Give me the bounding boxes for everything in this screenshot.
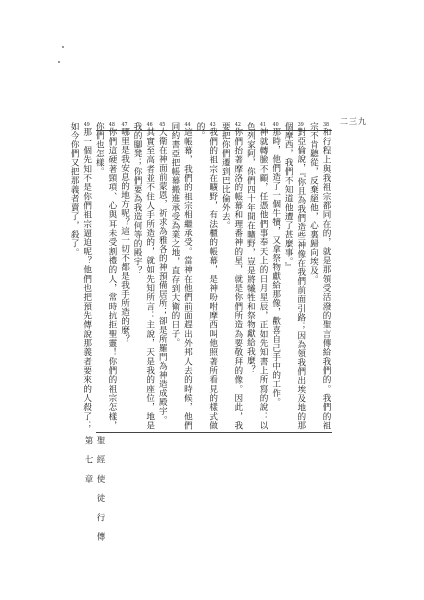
- verse-number: 42: [234, 122, 241, 128]
- running-head: 聖 經 使 徒 行 傳 第 七 章: [83, 436, 105, 545]
- text-column: [168, 122, 193, 430]
- verse-text: 這帳幕，我們的祖宗相繼承受。當神在他們前面趕出外邦人去的時候，他們同約書亞把帳幕搬進承受為業之地，直存到大衛的日子。: [169, 122, 193, 430]
- verse-text: 你們這硬著頸項、心與耳未受割禮的人，常時抗拒聖靈！你們的祖宗怎樣，你們也怎樣。: [94, 122, 117, 430]
- verse-text: 哪里是我安息的地方呢？這一切不都是我手所造的麼？: [119, 127, 130, 344]
- verse-number: 46: [146, 122, 153, 128]
- text-column: [269, 122, 282, 430]
- verse-number: 41: [260, 122, 267, 128]
- verse-number: 49: [83, 122, 90, 128]
- verse-text: 和行程上與我祖宗都同在的，就是那領受活潑的聖言傳給我們的。我們的祖宗不肯聽從，反棄絕他，心裏歸向埃及。: [308, 122, 331, 430]
- verse-text: 神就轉臉不顧，任憑他們事奉天上的日月星辰，正如先知書上所寫的說：以色列家阿，你們四十年間在曠野，豈是將犧牲和祭物獻給我麼？: [245, 122, 269, 430]
- verse-text: 我們的祖宗在曠野，有法櫃的帳幕，是神吩咐摩西叫他照著所看見的樣式做的。: [195, 122, 218, 430]
- verse-number: 43: [209, 122, 216, 128]
- verse-text: 其實至高者並不住人手所造的，就如先知所言：主說，天是我的座位，地是我的腳凳；你們要為我造何等的殿宇？: [132, 122, 155, 430]
- text-column: [282, 122, 307, 430]
- footer-rule: [96, 432, 332, 433]
- vertical-body-text: [69, 122, 332, 430]
- text-column: [68, 122, 93, 430]
- text-column: [93, 122, 118, 430]
- verse-text: 那一個先知不是你們祖宗逼迫呢？他們也把預先傳說那義者要來的人殺了；如今你們又把那義者賣了，殺了。: [69, 122, 92, 430]
- text-column: [219, 122, 244, 430]
- text-column: [118, 122, 131, 430]
- verse-number: 39: [297, 122, 304, 128]
- text-column: [156, 122, 169, 430]
- scan-speck: [58, 61, 60, 63]
- page-number: 二三九: [340, 117, 367, 126]
- verse-text: 對亞倫說，『你且為我們造些神像在我們前面引路；因為領我們出埃及地的那個摩西，我們不知道他遭了甚麼事。』: [283, 122, 306, 430]
- verse-number: 48: [108, 122, 115, 128]
- verse-text: 大衛在神面前蒙恩，祈求為雅各的神預備居所；卻是所羅門為神造成殿宇。: [157, 127, 168, 425]
- text-column: [131, 122, 156, 430]
- text-column: [193, 122, 218, 430]
- verse-number: 47: [121, 122, 128, 128]
- verse-text: 你們抬著摩洛的帳幕和理番神的星，就是你們所造為要敬拜的像。因此，我要把你們遷到巴比倫外去。: [220, 122, 243, 430]
- verse-number: 40: [272, 122, 279, 128]
- verse-number: 44: [184, 122, 191, 128]
- text-column: [244, 122, 269, 430]
- verse-number: 38: [322, 122, 330, 128]
- verse-number: 45: [159, 122, 166, 128]
- text-column: [307, 122, 332, 430]
- verse-text: 那時，他們造了一個牛犢，又拿祭物獻給那像，歡喜自己手中的工作。: [270, 127, 281, 407]
- scan-speck: [62, 46, 64, 48]
